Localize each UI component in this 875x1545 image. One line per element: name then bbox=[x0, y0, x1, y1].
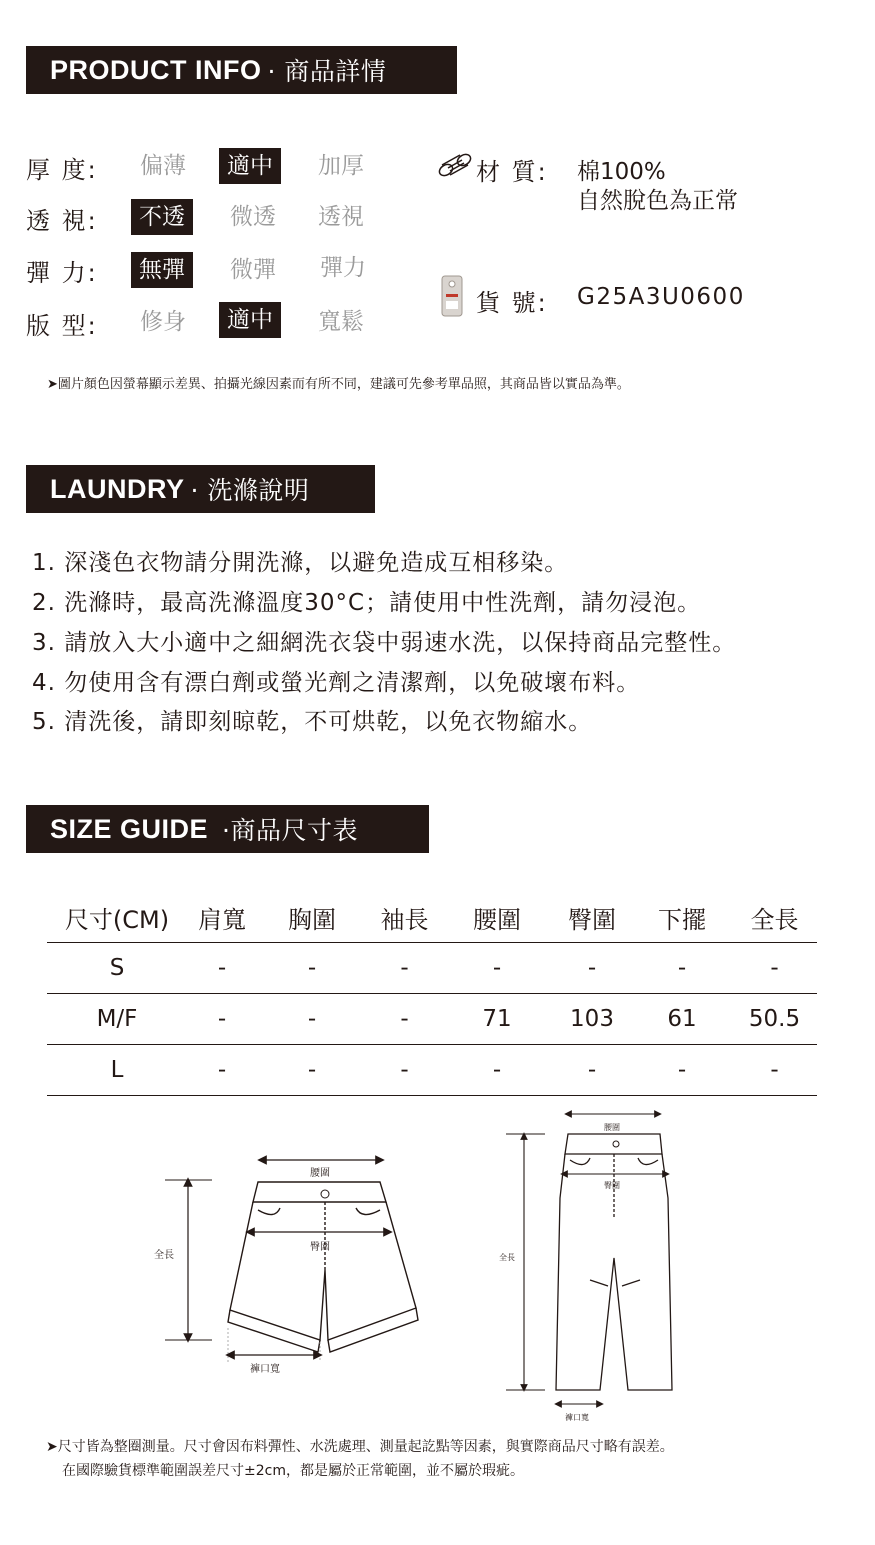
size-note-line-1: ➤尺寸皆為整圈測量。尺寸會因布料彈性、水洗處理、測量起訖點等因素，與實際商品尺寸略有誤差。 bbox=[46, 1439, 674, 1455]
table-cell: - bbox=[632, 1045, 732, 1096]
size-guide-header bbox=[26, 805, 429, 853]
table-cell: - bbox=[187, 994, 257, 1045]
laundry-item-5: 5. 清洗後，請即刻晾乾，不可烘乾，以免衣物縮水。 bbox=[32, 709, 593, 735]
size-col-header: 袖長 bbox=[367, 892, 442, 943]
size-guide-header-zh: ·商品尺寸表 bbox=[222, 816, 358, 845]
attr-elasticity-opt-0: 無彈 bbox=[131, 252, 193, 288]
waist-label: 腰圍 bbox=[310, 1168, 330, 1179]
table-cell: - bbox=[367, 994, 442, 1045]
table-cell: - bbox=[367, 1045, 442, 1096]
pants-hip-label: 臀圍 bbox=[604, 1181, 620, 1190]
product-info-header bbox=[26, 46, 457, 94]
table-cell: - bbox=[552, 1045, 632, 1096]
pants-measurement-diagram bbox=[490, 1108, 690, 1428]
size-col-header: 胸圍 bbox=[257, 892, 367, 943]
table-cell: - bbox=[732, 1045, 817, 1096]
table-cell: - bbox=[187, 943, 257, 994]
table-cell: - bbox=[632, 943, 732, 994]
size-col-header: 腰圍 bbox=[442, 892, 552, 943]
laundry-item-2: 2. 洗滌時，最高洗滌溫度30°C；請使用中性洗劑，請勿浸泡。 bbox=[32, 590, 702, 616]
table-cell: - bbox=[552, 943, 632, 994]
size-col-header: 下擺 bbox=[632, 892, 732, 943]
size-col-header: 全長 bbox=[732, 892, 817, 943]
table-cell: - bbox=[187, 1045, 257, 1096]
item-number-label: 貨 號: bbox=[476, 289, 548, 317]
material-label: 材 質: bbox=[476, 158, 548, 186]
attr-opacity-label: 透 視: bbox=[26, 207, 98, 235]
laundry-item-3: 3. 請放入大小適中之細網洗衣袋中弱速水洗，以保持商品完整性。 bbox=[32, 630, 737, 656]
attr-opacity-opt-0: 不透 bbox=[131, 199, 193, 235]
tag-icon bbox=[440, 274, 466, 318]
hip-label: 臀圍 bbox=[310, 1242, 330, 1253]
size-guide-header-en: SIZE GUIDE bbox=[50, 813, 209, 844]
attr-thickness-opt-1: 適中 bbox=[219, 148, 281, 184]
laundry-header bbox=[26, 465, 375, 513]
attr-fit-label: 版 型: bbox=[26, 312, 98, 340]
attr-elasticity-opt-2: 彈力 bbox=[320, 255, 366, 281]
attr-opacity-opt-2: 透視 bbox=[318, 204, 364, 230]
table-row bbox=[47, 1045, 817, 1096]
laundry-header-zh: · 洗滌說明 bbox=[190, 476, 310, 505]
color-note: ➤圖片顏色因螢幕顯示差異、拍攝光線因素而有所不同，建議可先參考單品照，其商品皆以實品為準。 bbox=[47, 377, 630, 392]
attr-elasticity-opt-1: 微彈 bbox=[230, 257, 276, 283]
table-row bbox=[47, 994, 817, 1045]
pants-waist-label: 腰圍 bbox=[604, 1123, 620, 1132]
table-cell: - bbox=[257, 1045, 367, 1096]
thread-spool-icon bbox=[436, 152, 474, 180]
hem-label: 褲口寬 bbox=[250, 1364, 280, 1375]
product-info-header-zh: · 商品詳情 bbox=[267, 57, 387, 86]
attr-thickness-opt-2: 加厚 bbox=[318, 153, 364, 179]
laundry-header-en: LAUNDRY bbox=[50, 473, 185, 504]
size-table-header-row bbox=[47, 892, 817, 943]
table-cell: - bbox=[442, 943, 552, 994]
size-col-header: 尺寸(CM) bbox=[47, 892, 187, 943]
table-row bbox=[47, 943, 817, 994]
product-info-header-en: PRODUCT INFO bbox=[50, 54, 262, 85]
size-note-line-2: 在國際驗貨標準範圍誤差尺寸±2cm，都是屬於正常範圍，並不屬於瑕疵。 bbox=[62, 1463, 524, 1479]
pants-length-label: 全長 bbox=[499, 1253, 515, 1262]
attr-fit-opt-1: 適中 bbox=[219, 302, 281, 338]
shorts-measurement-diagram bbox=[150, 1150, 430, 1390]
table-cell: 71 bbox=[442, 994, 552, 1045]
attr-thickness-opt-0: 偏薄 bbox=[140, 153, 186, 179]
item-number-value: G25A3U0600 bbox=[577, 284, 745, 310]
attr-elasticity-label: 彈 力: bbox=[26, 259, 98, 287]
material-value-0: 棉100% bbox=[577, 159, 666, 185]
laundry-item-4: 4. 勿使用含有漂白劑或螢光劑之清潔劑，以免破壞布料。 bbox=[32, 670, 641, 696]
pants-hem-label: 褲口寬 bbox=[565, 1413, 589, 1422]
table-cell: 50.5 bbox=[732, 994, 817, 1045]
table-cell: - bbox=[732, 943, 817, 994]
table-cell: L bbox=[47, 1045, 187, 1096]
table-cell: - bbox=[442, 1045, 552, 1096]
table-cell: 103 bbox=[552, 994, 632, 1045]
table-cell: 61 bbox=[632, 994, 732, 1045]
table-cell: S bbox=[47, 943, 187, 994]
table-cell: - bbox=[257, 994, 367, 1045]
table-cell: M/F bbox=[47, 994, 187, 1045]
table-cell: - bbox=[367, 943, 442, 994]
attr-thickness-label: 厚 度: bbox=[26, 156, 98, 184]
attr-fit-opt-0: 修身 bbox=[140, 309, 186, 335]
size-col-header: 肩寬 bbox=[187, 892, 257, 943]
table-cell: - bbox=[257, 943, 367, 994]
laundry-item-1: 1. 深淺色衣物請分開洗滌，以避免造成互相移染。 bbox=[32, 550, 569, 576]
length-label: 全長 bbox=[154, 1250, 174, 1261]
material-value-1: 自然脫色為正常 bbox=[577, 188, 738, 214]
size-col-header: 臀圍 bbox=[552, 892, 632, 943]
attr-opacity-opt-1: 微透 bbox=[230, 204, 276, 230]
attr-fit-opt-2: 寬鬆 bbox=[318, 309, 364, 335]
size-table bbox=[47, 892, 817, 1096]
